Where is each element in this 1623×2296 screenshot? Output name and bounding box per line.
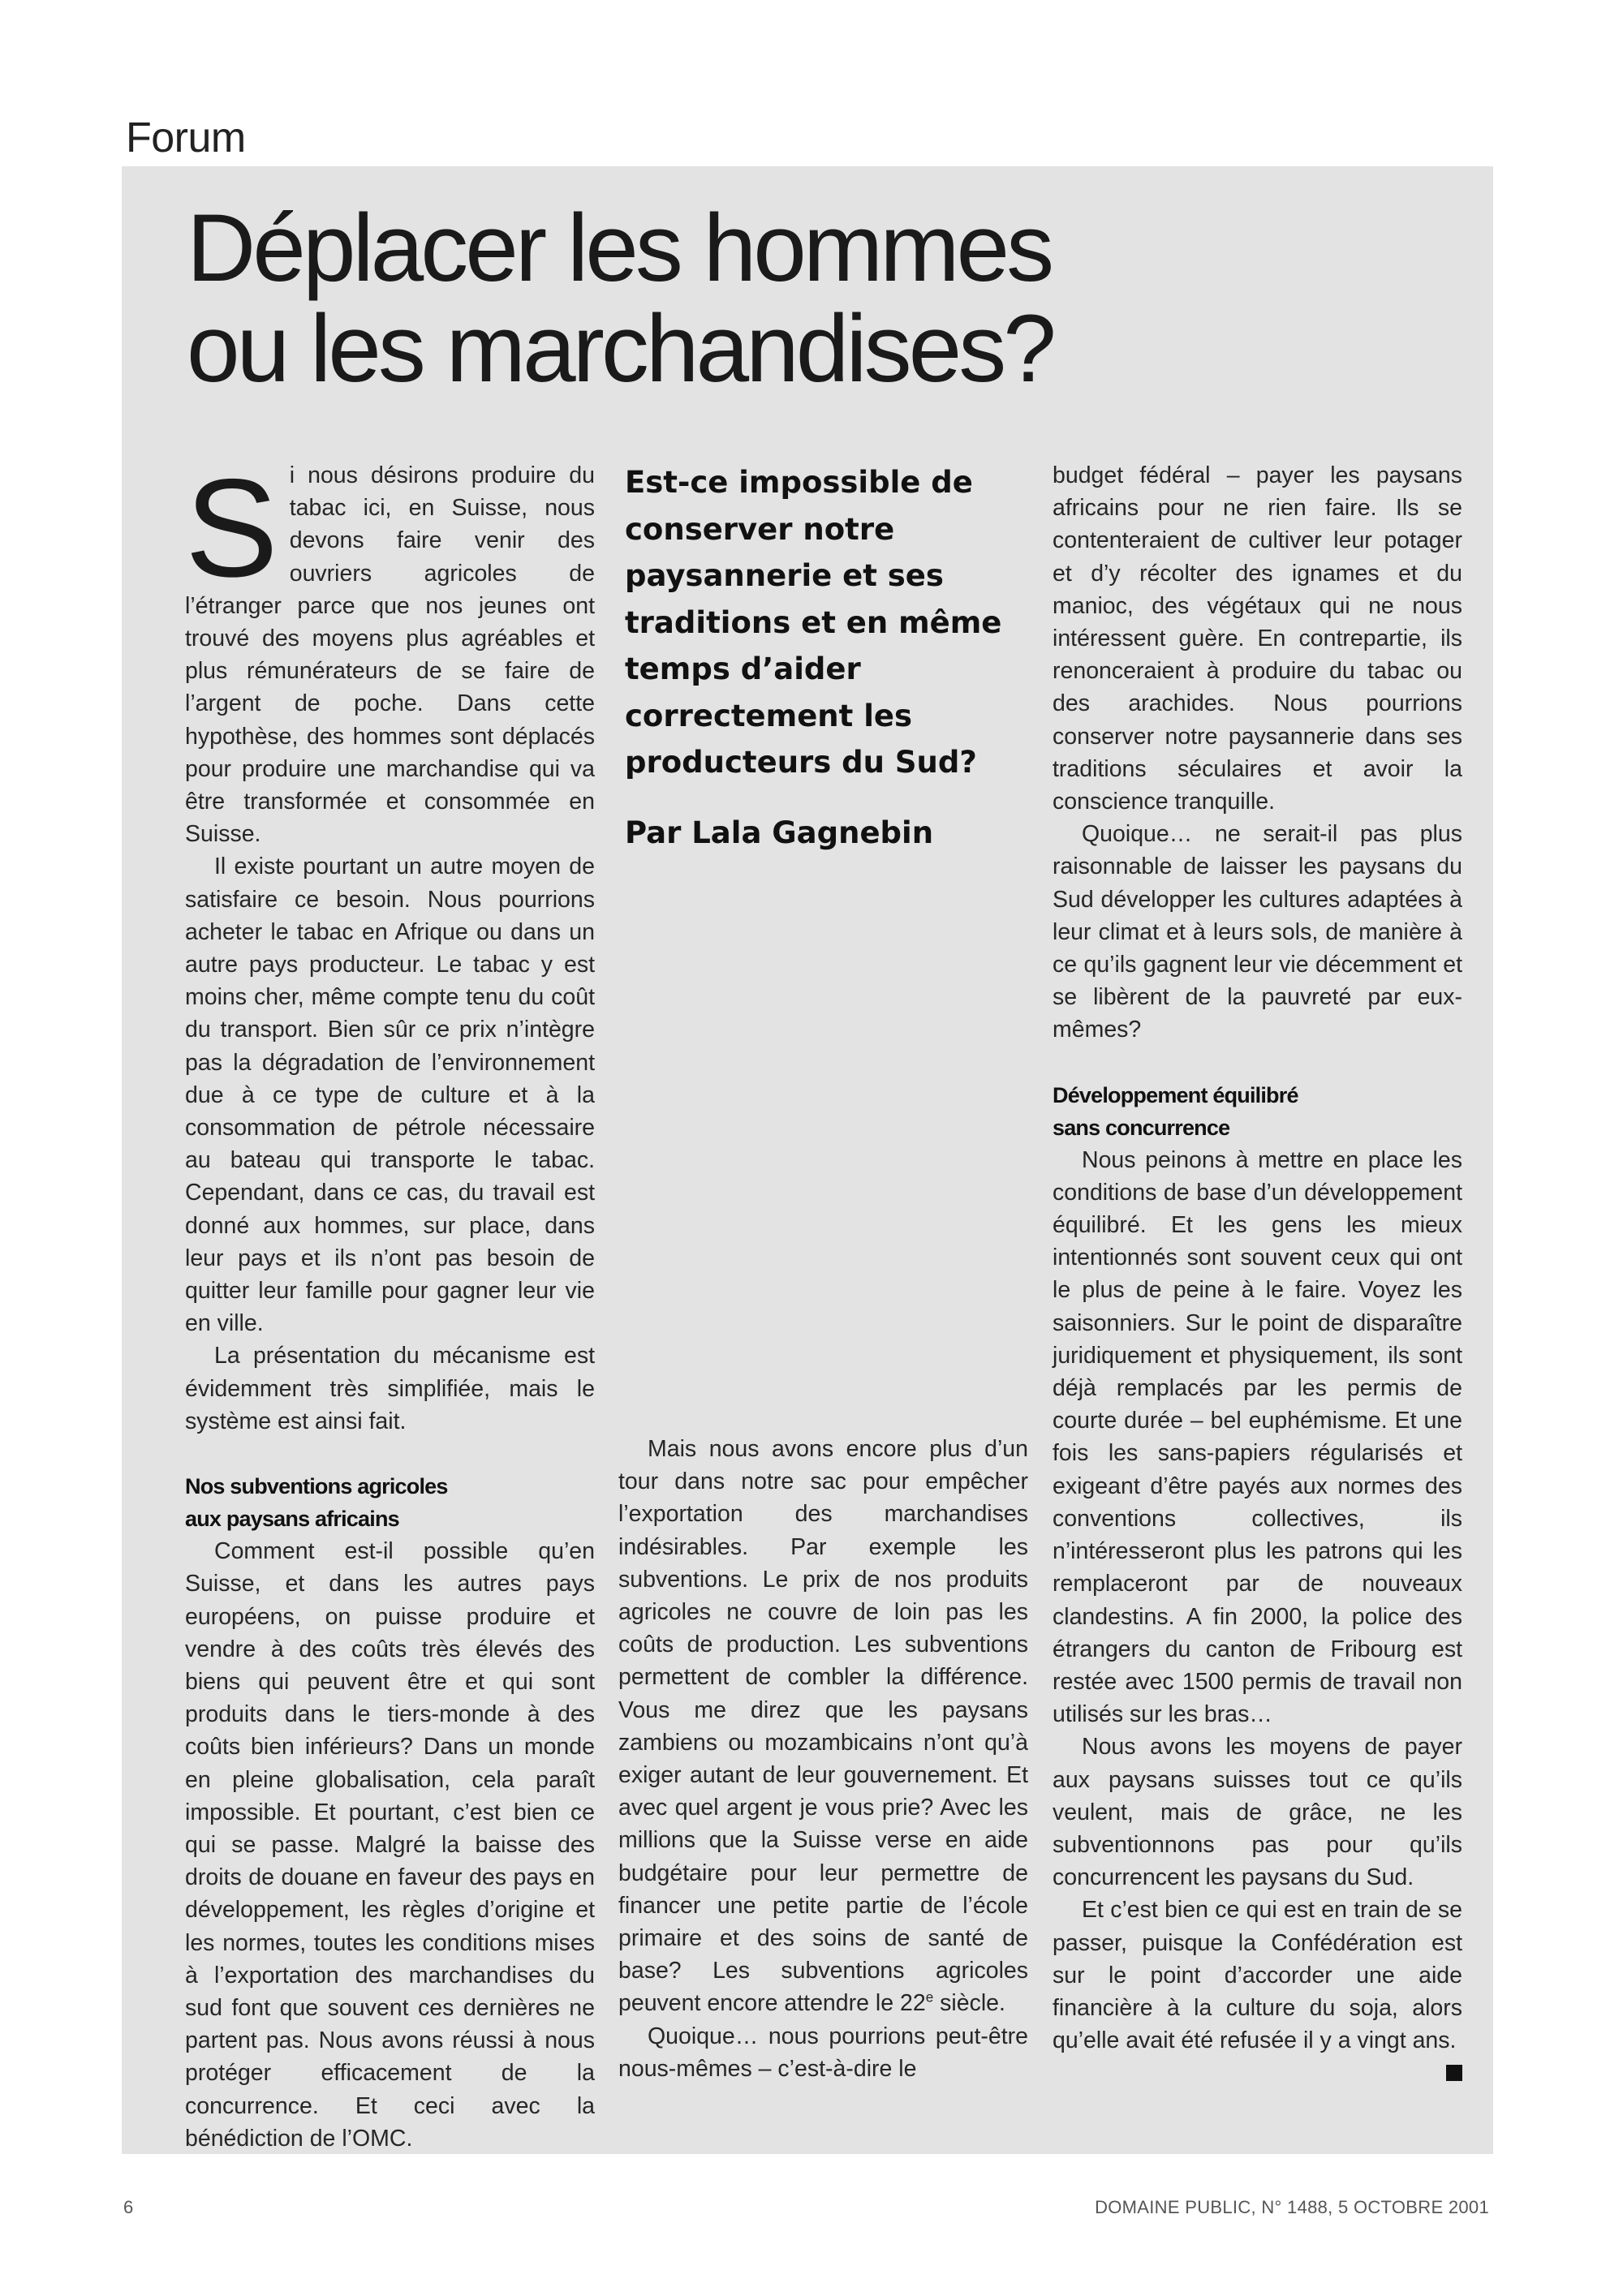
- title-line-2: ou les marchandises?: [187, 295, 1053, 402]
- title-line-1: Déplacer les hommes: [187, 195, 1052, 302]
- paragraph-5: [618, 1433, 1028, 2020]
- subheading-developpement: [1053, 1079, 1462, 1144]
- subheading-line-2: sans concurrence: [1053, 1115, 1230, 1140]
- paragraph-7: budget fédéral – payer les paysans africains pour ne rien faire. Ils se contenteraient de cultiver leur potager et d’y récolter des ignames et du manioc, des végétaux qui ne nous intéressent guère. En contrepartie, ils renonceraient à produire du tabac ou des arachides. Nous pourrions conserver notre paysannerie dans ses traditions séculaires et avoir la conscience tranquille.: [1053, 462, 1462, 815]
- subheading-line-1: Nos subventions agricoles: [185, 1474, 448, 1499]
- column-1: [185, 450, 595, 2155]
- paragraph-10: Nous avons les moyens de payer aux paysans suisses tout ce qu’ils veulent, mais de grâce, ne les subventionnons pas pour qu’ils concurrencent les paysans du Sud.: [1053, 1734, 1462, 1891]
- column-3: [1053, 459, 1462, 2081]
- century-number: 22: [900, 1990, 926, 2017]
- paragraph-5-text: Mais nous avons encore plus d’un tour dans notre sac pour empêcher l’exportation des marchandises indésirables. Par exemple les subventions. Le prix de nos produits agricoles ne couvre de loin pas les coûts de production. Les subventions permettent de combler la différence. Vous me direz que les paysans zambiens ou mozambicains n’ont qu’à exiger autant de leur gouvernement. Et avec quel argent je vous prie? Avec les millions que la Suisse verse en aide budgétaire pour leur permettre de financer une petite partie de l’école primaire et des soins de santé de base? Les subventions agricoles peuvent encore attendre le: [618, 1436, 1028, 2017]
- paragraph-3: La présentation du mécanisme est évidemment très simplifiée, mais le système est ainsi fait.: [185, 1343, 595, 1434]
- page-number: 6: [123, 2197, 134, 2217]
- paragraph-8: Quoique… ne serait-il pas plus raisonnable de laisser les paysans du Sud développer les cultures adaptées à leur climat et à leurs sols, de manière à ce qu’ils gagnent leur vie décemment et se libèrent de la pauvreté par eux-mêmes?: [1053, 821, 1462, 1043]
- end-mark-icon: [1446, 2065, 1462, 2081]
- century-superscript: e: [925, 1989, 934, 2006]
- publication-info: DOMAINE PUBLIC, N° 1488, 5 OCTOBRE 2001: [1095, 2197, 1489, 2217]
- paragraph-2: Il existe pourtant un autre moyen de satisfaire ce besoin. Nous pourrions acheter le tabac en Afrique ou dans un autre pays producteur. Le tabac y est moins cher, même compte tenu du coût du transport. Bien sûr ce prix n’intègre pas la dégradation de l’environnement due à ce type de culture et à la consommation de pétrole nécessaire au bateau qui transporte le tabac. Cependant, dans ce cas, du travail est donné aux hommes, sur place, dans leur pays et ils n’ont pas besoin de quitter leur famille pour gagner leur vie en ville.: [185, 853, 595, 1337]
- section-label: Forum: [126, 114, 246, 161]
- article-title: [187, 195, 1160, 402]
- lead-text: Est-ce impossible de conserver notre paysannerie et ses traditions et en même temps d’aider correctement les producteurs du Sud?: [625, 465, 1002, 780]
- subheading-line-2: aux paysans africains: [185, 1507, 399, 1532]
- column-2: [618, 1433, 1028, 2085]
- paragraph-11-text: Et c’est bien ce qui est en train de se passer, puisque la Confédération est sur le point d’accorder une aide financière à la culture du soja, alors qu’elle avait été refusée il y a vingt ans.: [1053, 1897, 1462, 2054]
- subheading-subventions: [185, 1470, 595, 1535]
- lead-paragraph: [625, 459, 1039, 786]
- paragraph-1: [185, 450, 595, 850]
- paragraph-9: Nous peinons à mettre en place les conditions de base d’un développement équilibré. Et les gens les mieux intentionnés sont souvent ceux qui ont le plus de peine à le faire. Voyez les saisonniers. Sur le point de disparaître juridiquement et physiquement, ils sont déjà remplacés par les permis de courte durée – bel euphémisme. Et une fois les sans-papiers régularisés et exigeant d’être payés aux normes des conventions collectives, ils n’intéresseront plus les patrons qui les remplaceront par de nouveaux clandestins. A fin 2000, la police des étrangers du canton de Fribourg est restée avec 1500 permis de travail non utilisés sur les bras…: [1053, 1146, 1462, 1728]
- subheading-line-1: Développement équilibré: [1053, 1082, 1298, 1107]
- century-tail: siècle.: [933, 1990, 1005, 2017]
- drop-cap: S: [185, 450, 278, 606]
- paragraph-11: [1053, 1894, 1462, 2057]
- paragraph-4: Comment est-il possible qu’en Suisse, et dans les autres pays européens, on puisse produire et vendre à des coûts très élevés des biens qui peuvent être et qui sont produits dans le tiers-monde à des coûts bien inférieurs? Dans un monde en pleine globalisation, cela paraît impossible. Et pourtant, c’est bien ce qui se passe. Malgré la baisse des droits de douane en faveur des pays en développement, les règles d’origine et les normes, toutes les conditions mises à l’exportation des marchandises du sud font que souvent ces dernières ne partent pas. Nous avons réussi à nous protéger efficacement de la concurrence. Et ceci avec la bénédiction de l’OMC.: [185, 1538, 595, 2152]
- paragraph-1-text: i nous désirons produire du tabac ici, en Suisse, nous devons faire venir des ouvriers agricoles de l’étranger parce que nos jeunes ont trouvé des moyens plus agréables et plus rémunérateurs de se faire de l’argent de poche. Dans cette hypothèse, des hommes sont déplacés pour produire une marchandise qui va être transformée et consommée en Suisse.: [185, 462, 595, 848]
- paragraph-6: Quoique… nous pourrions peut-être nous-mêmes – c’est-à-dire le: [618, 2023, 1028, 2082]
- byline: Par Lala Gagnebin: [625, 815, 934, 850]
